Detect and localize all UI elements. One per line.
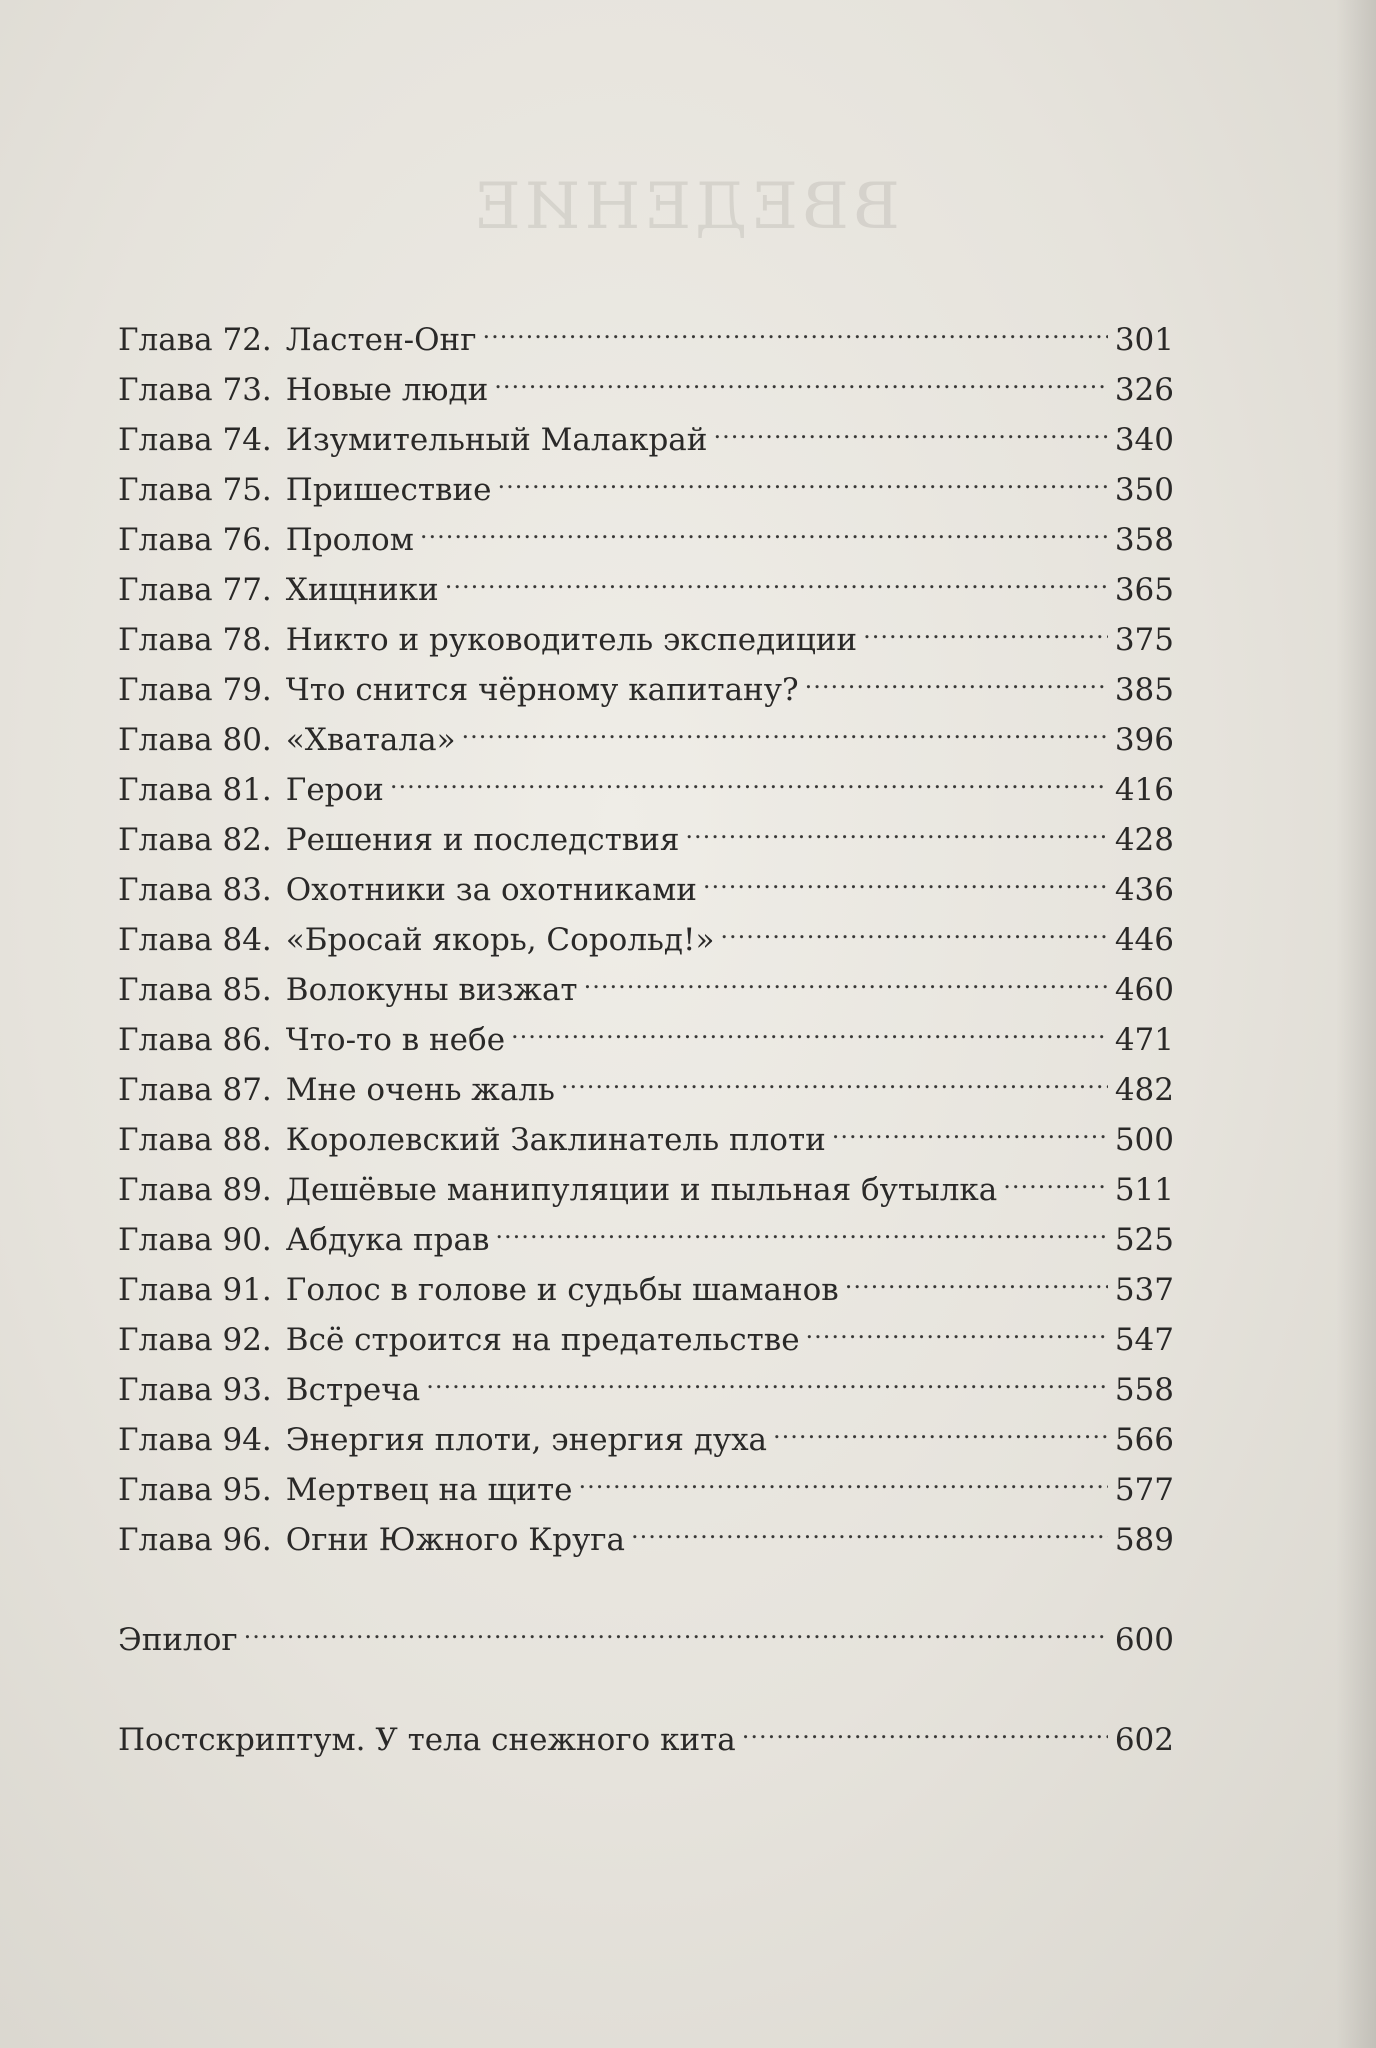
chapter-title: Волокуны визжат [285, 972, 578, 1008]
chapter-number: Глава 83. [118, 872, 272, 908]
chapter-number: Глава 86. [118, 1022, 272, 1058]
chapter-number: Глава 85. [118, 972, 272, 1008]
page-number: 511 [1114, 1172, 1174, 1208]
chapter-number: Глава 88. [118, 1122, 272, 1158]
page-number: 416 [1114, 772, 1174, 808]
chapter-title: Дешёвые манипуляции и пыльная бутылка [285, 1172, 998, 1208]
toc-entry [118, 1250, 1174, 1308]
chapter-title: Никто и руководитель экспедиции [285, 622, 858, 658]
page-number: 358 [1114, 522, 1174, 558]
page-number: 301 [1114, 322, 1174, 358]
chapter-number: Глава 81. [118, 772, 272, 808]
dot-leader [713, 400, 1108, 450]
chapter-number: Глава 84. [118, 922, 272, 958]
chapter-title: «Хватала» [285, 722, 456, 758]
dot-leader [742, 1700, 1108, 1750]
dot-leader [584, 950, 1108, 1000]
toc-entry [118, 550, 1174, 608]
dot-leader [561, 1050, 1108, 1100]
page-number: 600 [1114, 1622, 1174, 1658]
toc-entry [118, 1450, 1174, 1508]
section-spacer [118, 1650, 1174, 1700]
dot-leader [805, 650, 1108, 700]
page-number: 375 [1114, 622, 1174, 658]
page-number: 566 [1114, 1422, 1174, 1458]
toc-entry [118, 400, 1174, 458]
page-number: 396 [1114, 722, 1174, 758]
chapter-number: Глава 92. [118, 1322, 272, 1358]
chapter-title: «Бросай якорь, Сорольд!» [285, 922, 715, 958]
chapter-number: Глава 90. [118, 1222, 272, 1258]
chapter-number: Глава 77. [118, 572, 272, 608]
chapter-title: Голос в голове и судьбы шаманов [285, 1272, 839, 1308]
chapter-title: Эпилог [118, 1622, 238, 1658]
page-number: 340 [1114, 422, 1174, 458]
chapter-number: Глава 96. [118, 1522, 272, 1558]
dot-leader [494, 350, 1108, 400]
chapter-title: Всё строится на предательстве [285, 1322, 800, 1358]
chapter-number: Глава 78. [118, 622, 272, 658]
dot-leader [578, 1450, 1108, 1500]
chapter-title: Королевский Заклинатель плоти [285, 1122, 826, 1158]
page-number: 547 [1114, 1322, 1174, 1358]
chapter-number: Глава 75. [118, 472, 272, 508]
chapter-number: Глава 80. [118, 722, 272, 758]
dot-leader [863, 600, 1108, 650]
dot-leader [773, 1400, 1108, 1450]
section-spacer [118, 1550, 1174, 1600]
table-of-contents [118, 300, 1174, 1758]
chapter-number: Глава 74. [118, 422, 272, 458]
page-number: 577 [1114, 1472, 1174, 1508]
toc-entry [118, 1200, 1174, 1258]
chapter-title: Пришествие [285, 472, 492, 508]
page-number: 558 [1114, 1372, 1174, 1408]
chapter-title: Пролом [285, 522, 414, 558]
page-number: 471 [1114, 1022, 1174, 1058]
page-number: 350 [1114, 472, 1174, 508]
toc-entry [118, 450, 1174, 508]
dot-leader [495, 1200, 1108, 1250]
dot-leader [445, 550, 1108, 600]
toc-entry [118, 800, 1174, 858]
page-number: 460 [1114, 972, 1174, 1008]
page-number: 589 [1114, 1522, 1174, 1558]
dot-leader [390, 750, 1108, 800]
toc-entry [118, 500, 1174, 558]
page-number: 365 [1114, 572, 1174, 608]
chapter-title: Мне очень жаль [285, 1072, 555, 1108]
toc-entry [118, 1000, 1174, 1058]
chapter-number: Глава 89. [118, 1172, 272, 1208]
dot-leader [806, 1300, 1108, 1350]
dot-leader [720, 900, 1108, 950]
chapter-number: Глава 72. [118, 322, 272, 358]
dot-leader [482, 300, 1108, 350]
page-number: 602 [1114, 1722, 1174, 1758]
page-number: 500 [1114, 1122, 1174, 1158]
toc-entry [118, 1350, 1174, 1408]
dot-leader [1003, 1150, 1108, 1200]
chapter-title: Что снится чёрному капитану? [285, 672, 799, 708]
toc-entry [118, 300, 1174, 358]
page-number: 428 [1114, 822, 1174, 858]
page-number: 385 [1114, 672, 1174, 708]
page-number: 482 [1114, 1072, 1174, 1108]
chapter-number: Глава 91. [118, 1272, 272, 1308]
chapter-title: Что-то в небе [285, 1022, 506, 1058]
dot-leader [497, 450, 1108, 500]
toc-entry [118, 1100, 1174, 1158]
toc-entry [118, 600, 1174, 658]
chapter-title: Хищники [285, 572, 439, 608]
chapter-number: Глава 79. [118, 672, 272, 708]
dot-leader [845, 1250, 1108, 1300]
toc-entry [118, 1050, 1174, 1108]
chapter-title: Встреча [285, 1372, 421, 1408]
chapter-title: Абдука прав [285, 1222, 490, 1258]
dot-leader [631, 1500, 1108, 1550]
dot-leader [420, 500, 1108, 550]
dot-leader [685, 800, 1108, 850]
toc-entry [118, 700, 1174, 758]
chapter-number: Глава 93. [118, 1372, 272, 1408]
chapter-title: Герои [285, 772, 384, 808]
chapter-title: Изумительный Малакрай [285, 422, 708, 458]
toc-entry [118, 1700, 1174, 1758]
chapter-title: Решения и последствия [285, 822, 680, 858]
chapter-title: Огни Южного Круга [285, 1522, 626, 1558]
bleed-through-title: ВВЕДЕНИЕ [470, 170, 900, 244]
page-number: 326 [1114, 372, 1174, 408]
dot-leader [244, 1600, 1108, 1650]
chapter-title: Мертвец на щите [285, 1472, 573, 1508]
toc-entry [118, 1400, 1174, 1458]
dot-leader [832, 1100, 1108, 1150]
page-edge-shadow [1336, 0, 1376, 2048]
page-number: 446 [1114, 922, 1174, 958]
dot-leader [462, 700, 1108, 750]
chapter-number: Глава 73. [118, 372, 272, 408]
dot-leader [511, 1000, 1108, 1050]
toc-entry [118, 950, 1174, 1008]
chapter-title: Охотники за охотниками [285, 872, 697, 908]
chapter-number: Глава 76. [118, 522, 272, 558]
chapter-number: Глава 95. [118, 1472, 272, 1508]
toc-entry [118, 1500, 1174, 1558]
dot-leader [426, 1350, 1108, 1400]
chapter-number: Глава 87. [118, 1072, 272, 1108]
chapter-number: Глава 82. [118, 822, 272, 858]
page-number: 537 [1114, 1272, 1174, 1308]
chapter-title: Постскриптум. У тела снежного кита [118, 1722, 736, 1758]
chapter-number: Глава 94. [118, 1422, 272, 1458]
toc-entry [118, 350, 1174, 408]
chapter-title: Энергия плоти, энергия духа [285, 1422, 768, 1458]
chapter-title: Новые люди [285, 372, 489, 408]
dot-leader [703, 850, 1108, 900]
chapter-title: Ластен-Онг [285, 322, 477, 358]
toc-entry [118, 750, 1174, 808]
page-number: 436 [1114, 872, 1174, 908]
page-number: 525 [1114, 1222, 1174, 1258]
toc-entry [118, 1600, 1174, 1658]
